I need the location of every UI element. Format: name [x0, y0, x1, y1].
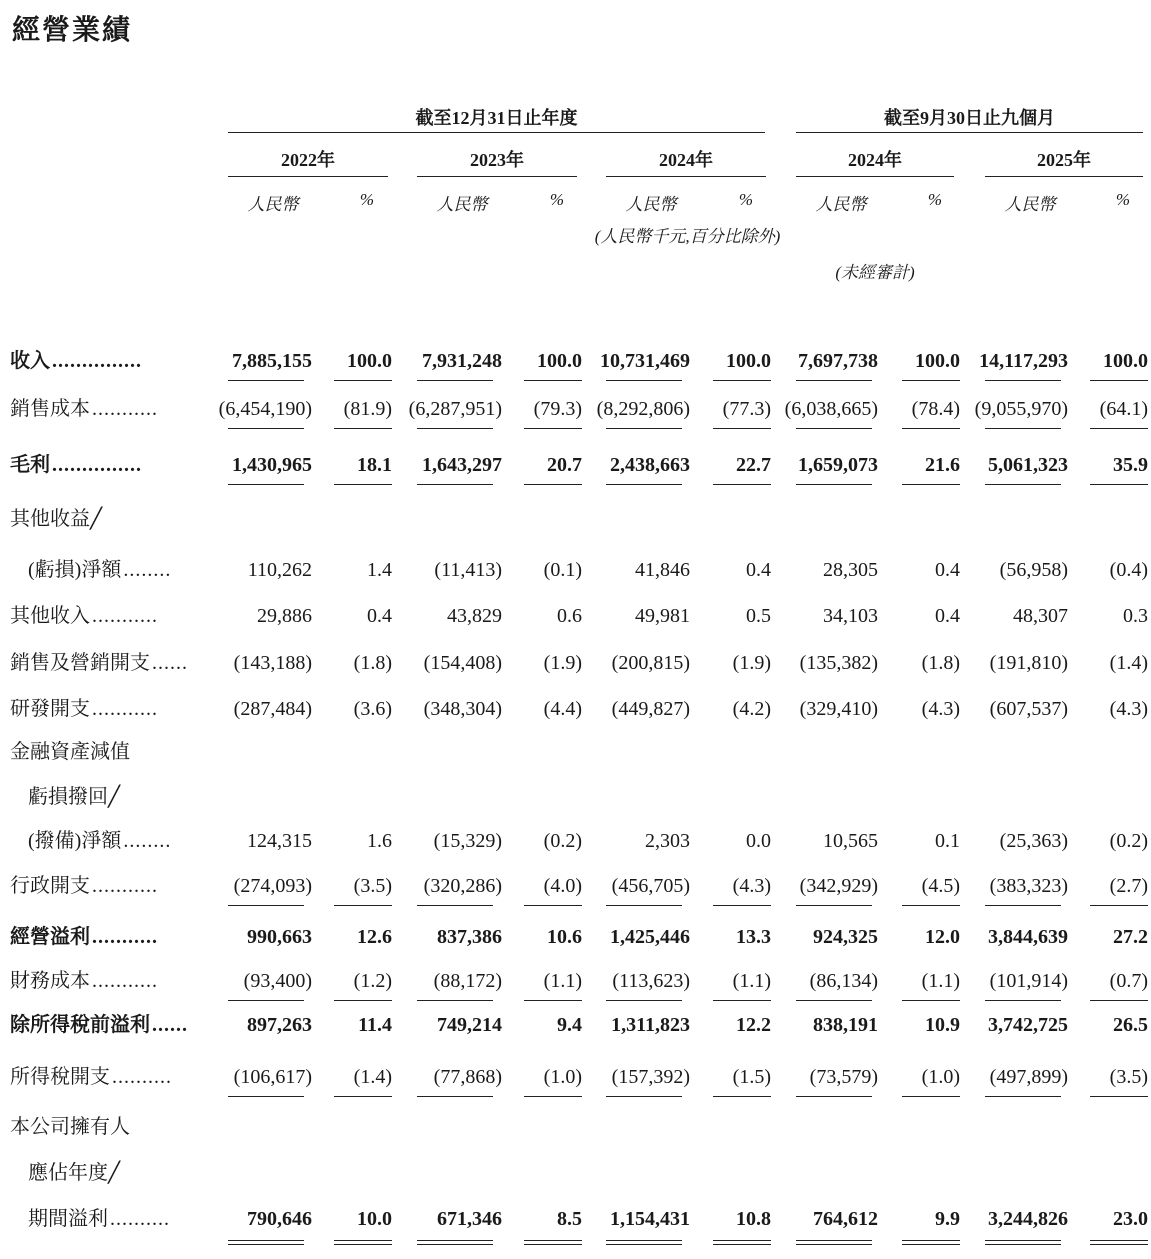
percentage-cell: 0.4 — [746, 559, 771, 581]
underline — [334, 484, 392, 485]
year-header: 2024年 — [659, 150, 713, 170]
amount-cell: (383,323) — [989, 875, 1068, 897]
amount-cell: 790,646 — [247, 1208, 312, 1230]
table-row — [0, 1010, 1151, 1040]
group-rule-nine-months — [796, 132, 1143, 133]
group-header-full-year: 截至12月31日止年度 — [415, 108, 578, 128]
percentage-cell: 18.1 — [357, 454, 392, 476]
amount-cell: 7,885,155 — [232, 350, 312, 372]
percentage-cell: (4.5) — [921, 875, 960, 897]
underline — [524, 1000, 582, 1001]
underline — [1090, 905, 1148, 906]
unit-pct-label: % — [1115, 190, 1131, 209]
percentage-cell: (0.4) — [1109, 559, 1148, 581]
percentage-cell: 1.4 — [367, 559, 392, 581]
amount-cell: (135,382) — [799, 652, 878, 674]
percentage-cell: 0.3 — [1123, 605, 1148, 627]
double-underline — [1090, 1240, 1148, 1245]
underline — [606, 905, 682, 906]
percentage-cell: (1.5) — [732, 1066, 771, 1088]
row-label: 所得稅開支 .......... — [10, 1066, 172, 1088]
percentage-cell: (1.0) — [921, 1066, 960, 1088]
amount-cell: (11,413) — [434, 559, 502, 581]
amount-cell: 7,697,738 — [798, 350, 878, 372]
underline — [606, 428, 682, 429]
percentage-cell: 12.2 — [736, 1014, 771, 1036]
amount-cell: (607,537) — [989, 698, 1068, 720]
underline — [524, 428, 582, 429]
amount-cell: (449,827) — [611, 698, 690, 720]
double-underline — [334, 1240, 392, 1245]
underline — [796, 380, 872, 381]
table-row — [0, 1112, 1151, 1142]
amount-cell: (348,304) — [423, 698, 502, 720]
double-underline — [713, 1240, 771, 1245]
percentage-cell: 0.4 — [935, 605, 960, 627]
table-row — [0, 922, 1151, 952]
amount-cell: (6,038,665) — [784, 398, 878, 420]
amount-cell: (113,623) — [612, 970, 690, 992]
percentage-cell: 23.0 — [1113, 1208, 1148, 1230]
row-label: 經營溢利 ........... — [10, 926, 158, 948]
underline — [606, 1000, 682, 1001]
double-underline — [796, 1240, 872, 1245]
underline — [1090, 380, 1148, 381]
row-label: 財務成本 ........... — [10, 970, 158, 992]
table-row — [0, 648, 1151, 678]
amount-cell: 1,643,297 — [422, 454, 502, 476]
amount-cell: 110,262 — [247, 559, 312, 581]
amount-cell: 49,981 — [635, 605, 690, 627]
percentage-cell: 0.0 — [746, 830, 771, 852]
amount-cell: 34,103 — [823, 605, 878, 627]
amount-cell: 5,061,323 — [988, 454, 1068, 476]
underline — [524, 484, 582, 485]
amount-cell: (342,929) — [799, 875, 878, 897]
table-row — [0, 346, 1151, 376]
double-underline — [228, 1240, 304, 1245]
underline — [902, 380, 960, 381]
underline — [334, 428, 392, 429]
amount-cell: 28,305 — [823, 559, 878, 581]
percentage-cell: 27.2 — [1113, 926, 1148, 948]
underline — [985, 380, 1061, 381]
underline — [1090, 428, 1148, 429]
row-label: 虧損撥回╱ — [28, 786, 121, 808]
underline — [902, 484, 960, 485]
percentage-cell: (1.1) — [921, 970, 960, 992]
percentage-cell: (1.9) — [543, 652, 582, 674]
underline — [417, 428, 493, 429]
underline — [228, 905, 304, 906]
amount-cell: (8,292,806) — [596, 398, 690, 420]
underline — [334, 905, 392, 906]
table-row — [0, 782, 1151, 812]
percentage-cell: (4.4) — [543, 698, 582, 720]
unit-rmb-label: 人民幣 — [1004, 195, 1056, 214]
page-title: 經營業績 — [12, 13, 133, 46]
row-label: 除所得稅前溢利 ...... — [10, 1014, 188, 1036]
underline — [334, 1096, 392, 1097]
underline — [985, 428, 1061, 429]
underline — [985, 1000, 1061, 1001]
group-header-nine-months: 截至9月30日止九個月 — [884, 108, 1055, 128]
percentage-cell: (1.8) — [921, 652, 960, 674]
amount-cell: (73,579) — [809, 1066, 878, 1088]
percentage-cell: 9.4 — [557, 1014, 582, 1036]
percentage-cell: (77.3) — [722, 398, 771, 420]
unit-rmb-label: 人民幣 — [625, 195, 677, 214]
table-row — [0, 1062, 1151, 1092]
underline — [228, 1000, 304, 1001]
underline — [902, 428, 960, 429]
percentage-cell: 0.1 — [935, 830, 960, 852]
year-rule — [228, 176, 388, 177]
amount-cell: 1,430,965 — [232, 454, 312, 476]
percentage-cell: 0.4 — [935, 559, 960, 581]
amount-cell: 924,325 — [813, 926, 878, 948]
amount-cell: (154,408) — [423, 652, 502, 674]
percentage-cell: (1.9) — [732, 652, 771, 674]
amount-cell: 2,438,663 — [610, 454, 690, 476]
double-underline — [985, 1240, 1061, 1245]
underline — [228, 484, 304, 485]
amount-cell: 897,263 — [247, 1014, 312, 1036]
underline — [713, 905, 771, 906]
underline — [606, 380, 682, 381]
percentage-cell: (1.4) — [1109, 652, 1148, 674]
row-label: 應佔年度╱ — [28, 1162, 121, 1184]
amount-cell: 749,214 — [437, 1014, 502, 1036]
underline — [713, 484, 771, 485]
underline — [524, 380, 582, 381]
underline — [902, 905, 960, 906]
percentage-cell: 10.0 — [357, 1208, 392, 1230]
percentage-cell: 12.6 — [357, 926, 392, 948]
underline — [796, 1000, 872, 1001]
underline — [228, 380, 304, 381]
percentage-cell: 35.9 — [1113, 454, 1148, 476]
percentage-cell: (78.4) — [911, 398, 960, 420]
double-underline — [417, 1240, 493, 1245]
row-label: 毛利 ............... — [10, 454, 142, 476]
amount-cell: (157,392) — [611, 1066, 690, 1088]
percentage-cell: 12.0 — [925, 926, 960, 948]
amount-cell: 41,846 — [635, 559, 690, 581]
percentage-cell: (3.5) — [353, 875, 392, 897]
amount-cell: 838,191 — [813, 1014, 878, 1036]
percentage-cell: (79.3) — [533, 398, 582, 420]
percentage-cell: (1.0) — [543, 1066, 582, 1088]
amount-cell: 10,731,469 — [600, 350, 690, 372]
underline — [796, 428, 872, 429]
underline — [713, 380, 771, 381]
double-underline — [902, 1240, 960, 1245]
amount-cell: 29,886 — [257, 605, 312, 627]
percentage-cell: 9.9 — [935, 1208, 960, 1230]
year-rule — [417, 176, 577, 177]
percentage-cell: 0.6 — [557, 605, 582, 627]
underline — [1090, 1000, 1148, 1001]
amount-cell: (93,400) — [243, 970, 312, 992]
amount-cell: (56,958) — [999, 559, 1068, 581]
amount-cell: 1,425,446 — [610, 926, 690, 948]
underline — [417, 380, 493, 381]
row-label: 其他收益╱ — [10, 508, 103, 530]
amount-cell: (6,287,951) — [408, 398, 502, 420]
percentage-cell: 26.5 — [1113, 1014, 1148, 1036]
group-rule-full-year — [228, 132, 765, 133]
amount-cell: (320,286) — [423, 875, 502, 897]
underline — [985, 905, 1061, 906]
amount-cell: 3,844,639 — [988, 926, 1068, 948]
amount-cell: (77,868) — [433, 1066, 502, 1088]
percentage-cell: 10.6 — [547, 926, 582, 948]
underline — [228, 428, 304, 429]
amount-cell: (200,815) — [611, 652, 690, 674]
underline — [713, 428, 771, 429]
unit-pct-label: % — [738, 190, 754, 209]
percentage-cell: (0.2) — [1109, 830, 1148, 852]
underline — [228, 1096, 304, 1097]
amount-cell: 10,565 — [823, 830, 878, 852]
table-row — [0, 737, 1151, 767]
underline — [902, 1096, 960, 1097]
percentage-cell: (4.3) — [1109, 698, 1148, 720]
row-label: 行政開支 ........... — [10, 875, 158, 897]
double-underline — [524, 1240, 582, 1245]
amount-cell: (9,055,970) — [974, 398, 1068, 420]
unaudited-note: (未經審計) — [835, 263, 915, 282]
amount-cell: (6,454,190) — [218, 398, 312, 420]
unit-pct-label: % — [927, 190, 943, 209]
percentage-cell: (4.3) — [732, 875, 771, 897]
percentage-cell: (4.3) — [921, 698, 960, 720]
table-row — [0, 694, 1151, 724]
percentage-cell: 10.8 — [736, 1208, 771, 1230]
percentage-cell: (1.1) — [732, 970, 771, 992]
row-label: 研發開支 ........... — [10, 698, 158, 720]
amount-cell: 14,117,293 — [979, 350, 1068, 372]
amount-cell: (101,914) — [989, 970, 1068, 992]
underline — [713, 1000, 771, 1001]
amount-cell: 1,311,823 — [611, 1014, 690, 1036]
underline — [524, 905, 582, 906]
underline — [902, 1000, 960, 1001]
amount-cell: (329,410) — [799, 698, 878, 720]
percentage-cell: (0.7) — [1109, 970, 1148, 992]
percentage-cell: (81.9) — [343, 398, 392, 420]
percentage-cell: (3.5) — [1109, 1066, 1148, 1088]
percentage-cell: 8.5 — [557, 1208, 582, 1230]
underline — [796, 1096, 872, 1097]
percentage-cell: 22.7 — [736, 454, 771, 476]
amount-cell: 43,829 — [447, 605, 502, 627]
year-rule — [985, 176, 1143, 177]
underline — [1090, 484, 1148, 485]
amount-cell: 48,307 — [1013, 605, 1068, 627]
percentage-cell: (0.1) — [543, 559, 582, 581]
unit-pct-label: % — [549, 190, 565, 209]
percentage-cell: 100.0 — [726, 350, 771, 372]
table-row — [0, 1158, 1151, 1188]
underline — [796, 905, 872, 906]
amount-cell: 837,386 — [437, 926, 502, 948]
underline — [606, 484, 682, 485]
row-label: (撥備)淨額 ........ — [28, 830, 172, 852]
percentage-cell: 20.7 — [547, 454, 582, 476]
amount-cell: 1,154,431 — [610, 1208, 690, 1230]
row-label: 金融資產減值 — [10, 741, 130, 763]
double-underline — [606, 1240, 682, 1245]
percentage-cell: 100.0 — [347, 350, 392, 372]
underline — [334, 380, 392, 381]
percentage-cell: 100.0 — [915, 350, 960, 372]
row-label: 期間溢利 .......... — [28, 1208, 170, 1230]
year-header: 2025年 — [1037, 150, 1091, 170]
amount-cell: 7,931,248 — [422, 350, 502, 372]
units-note: (人民幣千元,百分比除外) — [594, 227, 781, 246]
amount-cell: 1,659,073 — [798, 454, 878, 476]
underline — [417, 1000, 493, 1001]
row-label: 收入 ............... — [10, 350, 142, 372]
amount-cell: 124,315 — [247, 830, 312, 852]
percentage-cell: (3.6) — [353, 698, 392, 720]
year-rule — [796, 176, 954, 177]
row-label: 其他收入 ........... — [10, 605, 158, 627]
amount-cell: (25,363) — [999, 830, 1068, 852]
amount-cell: (456,705) — [611, 875, 690, 897]
percentage-cell: (4.0) — [543, 875, 582, 897]
unit-rmb-label: 人民幣 — [436, 195, 488, 214]
percentage-cell: 100.0 — [1103, 350, 1148, 372]
amount-cell: (497,899) — [989, 1066, 1068, 1088]
amount-cell: (287,484) — [233, 698, 312, 720]
amount-cell: 671,346 — [437, 1208, 502, 1230]
table-row — [0, 555, 1151, 585]
underline — [417, 1096, 493, 1097]
amount-cell: (191,810) — [989, 652, 1068, 674]
amount-cell: 2,303 — [645, 830, 690, 852]
row-label: 本公司擁有人 — [10, 1116, 130, 1138]
amount-cell: 990,663 — [247, 926, 312, 948]
unit-rmb-label: 人民幣 — [247, 195, 299, 214]
percentage-cell: 1.6 — [367, 830, 392, 852]
table-row — [0, 450, 1151, 480]
amount-cell: (106,617) — [233, 1066, 312, 1088]
underline — [334, 1000, 392, 1001]
underline — [985, 484, 1061, 485]
table-row — [0, 966, 1151, 996]
year-rule — [606, 176, 766, 177]
amount-cell: (274,093) — [233, 875, 312, 897]
percentage-cell: (1.1) — [543, 970, 582, 992]
percentage-cell: 13.3 — [736, 926, 771, 948]
table-row — [0, 871, 1151, 901]
year-header: 2022年 — [281, 150, 335, 170]
underline — [606, 1096, 682, 1097]
percentage-cell: 21.6 — [925, 454, 960, 476]
amount-cell: (143,188) — [233, 652, 312, 674]
percentage-cell: (1.4) — [353, 1066, 392, 1088]
percentage-cell: (1.2) — [353, 970, 392, 992]
table-row — [0, 394, 1151, 424]
percentage-cell: 0.4 — [367, 605, 392, 627]
year-header: 2024年 — [848, 150, 902, 170]
year-header: 2023年 — [470, 150, 524, 170]
unit-rmb-label: 人民幣 — [815, 195, 867, 214]
unit-pct-label: % — [359, 190, 375, 209]
underline — [713, 1096, 771, 1097]
percentage-cell: 100.0 — [537, 350, 582, 372]
underline — [796, 484, 872, 485]
underline — [417, 484, 493, 485]
amount-cell: (88,172) — [433, 970, 502, 992]
percentage-cell: 10.9 — [925, 1014, 960, 1036]
amount-cell: (15,329) — [433, 830, 502, 852]
row-label: (虧損)淨額 ........ — [28, 559, 172, 581]
amount-cell: 3,244,826 — [988, 1208, 1068, 1230]
underline — [524, 1096, 582, 1097]
percentage-cell: 11.4 — [358, 1014, 392, 1036]
percentage-cell: (4.2) — [732, 698, 771, 720]
percentage-cell: 0.5 — [746, 605, 771, 627]
percentage-cell: (2.7) — [1109, 875, 1148, 897]
amount-cell: 3,742,725 — [988, 1014, 1068, 1036]
row-label: 銷售成本 ........... — [10, 398, 158, 420]
table-row — [0, 504, 1151, 534]
underline — [417, 905, 493, 906]
percentage-cell: (64.1) — [1099, 398, 1148, 420]
percentage-cell: (0.2) — [543, 830, 582, 852]
amount-cell: 764,612 — [813, 1208, 878, 1230]
table-row — [0, 601, 1151, 631]
table-row — [0, 826, 1151, 856]
table-row — [0, 1204, 1151, 1234]
amount-cell: (86,134) — [809, 970, 878, 992]
underline — [985, 1096, 1061, 1097]
percentage-cell: (1.8) — [353, 652, 392, 674]
row-label: 銷售及營銷開支 ...... — [10, 652, 188, 674]
underline — [1090, 1096, 1148, 1097]
